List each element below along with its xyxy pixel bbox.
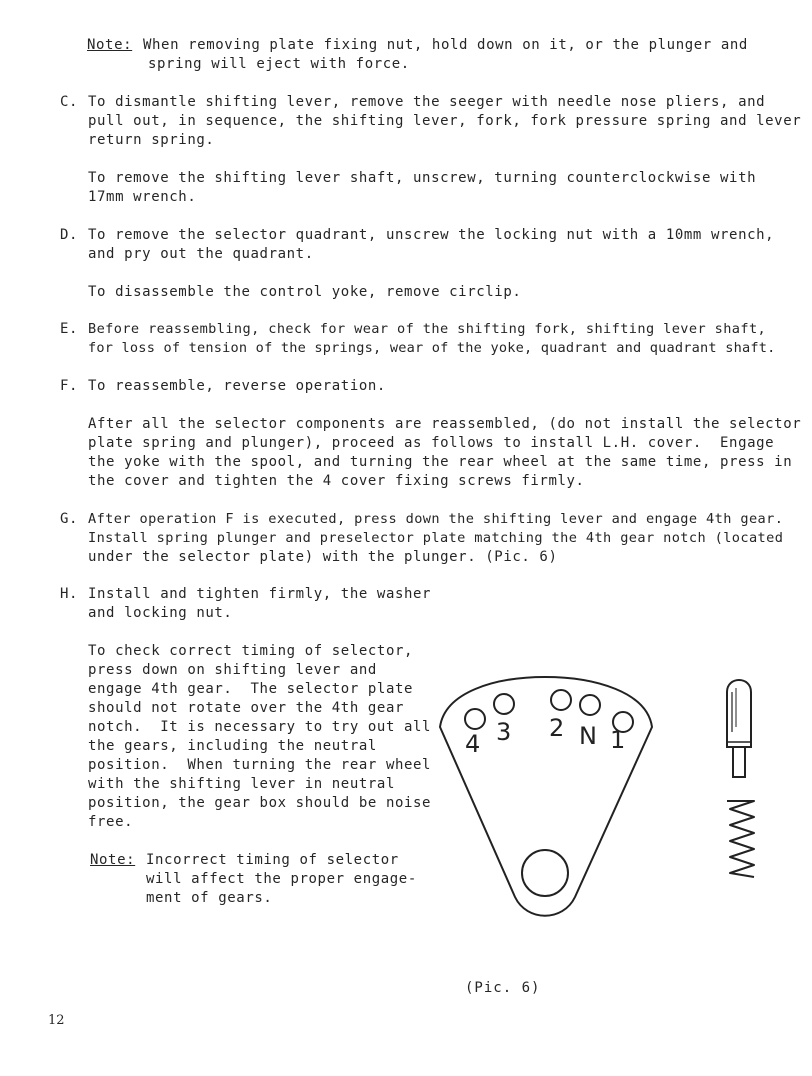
section-text: 17mm wrench. xyxy=(88,189,197,205)
section-text: free. xyxy=(88,814,134,830)
note-line: spring will eject with force. xyxy=(148,56,410,72)
section-letter: C. xyxy=(60,94,79,110)
section-text: engage 4th gear. The selector plate xyxy=(88,681,414,697)
section-letter: G. xyxy=(60,511,79,527)
section-text: Install and tighten firmly, the washer xyxy=(88,586,432,602)
section-text: press down on shifting lever and xyxy=(88,662,377,678)
gear-label: 3 xyxy=(496,718,512,746)
section-text: Install spring plunger and preselector plate matching the 4th gear notch (located xyxy=(88,530,784,546)
note-label: Note: xyxy=(90,852,136,868)
section-text: for loss of tension of the springs, wear of the yoke, quadrant and quadrant shaft. xyxy=(88,340,776,356)
section-text: and pry out the quadrant. xyxy=(88,246,314,262)
section-text: notch. It is necessary to try out all xyxy=(88,719,432,735)
spring-drawing xyxy=(722,795,762,885)
notch-4 xyxy=(465,709,485,729)
section-text: To check correct timing of selector, xyxy=(88,643,414,659)
section-text: plate spring and plunger), proceed as follows to install L.H. cover. Engage xyxy=(88,435,775,451)
notch-3 xyxy=(494,694,514,714)
plunger-drawing xyxy=(720,672,760,787)
section-text: the cover and tighten the 4 cover fixing screws firmly. xyxy=(88,473,585,489)
section-text: pull out, in sequence, the shifting lever, fork, fork pressure spring and lever xyxy=(88,113,802,129)
note-line: ment of gears. xyxy=(146,890,273,906)
section-text: and locking nut. xyxy=(88,605,233,621)
gear-label: 2 xyxy=(549,714,565,742)
section-text: To dismantle shifting lever, remove the seeger with needle nose pliers, and xyxy=(88,94,766,110)
note-line: Incorrect timing of selector xyxy=(146,852,399,868)
page-number: 12 xyxy=(48,1013,65,1028)
section-letter: H. xyxy=(60,586,79,602)
note-line: When removing plate fixing nut, hold down on it, or the plunger and xyxy=(143,37,748,53)
gear-label: N xyxy=(579,722,597,750)
section-text: To reassemble, reverse operation. xyxy=(88,378,386,394)
note-line: will affect the proper engage- xyxy=(146,871,417,887)
selector-plate-drawing xyxy=(435,672,665,932)
note-label: Note: xyxy=(87,37,133,53)
section-text: under the selector plate) with the plunger. (Pic. 6) xyxy=(88,549,558,565)
gear-label: 1 xyxy=(610,726,626,754)
section-text: position. When turning the rear wheel xyxy=(88,757,432,773)
figure-caption: (Pic. 6) xyxy=(465,980,541,996)
section-text: After all the selector components are reassembled, (do not install the selector xyxy=(88,416,802,432)
notch-2 xyxy=(551,690,571,710)
section-text: should not rotate over the 4th gear xyxy=(88,700,405,716)
section-text: position, the gear box should be noise xyxy=(88,795,432,811)
section-letter: D. xyxy=(60,227,79,243)
section-text: the yoke with the spool, and turning the rear wheel at the same time, press in xyxy=(88,454,793,470)
section-letter: F. xyxy=(60,378,79,394)
section-text: To remove the selector quadrant, unscrew the locking nut with a 10mm wrench, xyxy=(88,227,775,243)
section-letter: E. xyxy=(60,321,79,337)
section-text: To remove the shifting lever shaft, unscrew, turning counterclockwise with xyxy=(88,170,757,186)
section-text: the gears, including the neutral xyxy=(88,738,377,754)
section-text: Before reassembling, check for wear of the shifting fork, shifting lever shaft, xyxy=(88,321,767,337)
notch-n xyxy=(580,695,600,715)
section-text: return spring. xyxy=(88,132,215,148)
section-text: To disassemble the control yoke, remove circlip. xyxy=(88,284,522,300)
section-text: After operation F is executed, press down the shifting lever and engage 4th gear. xyxy=(88,511,784,527)
gear-label: 4 xyxy=(465,730,481,758)
section-text: with the shifting lever in neutral xyxy=(88,776,395,792)
plate-hole xyxy=(522,850,568,896)
